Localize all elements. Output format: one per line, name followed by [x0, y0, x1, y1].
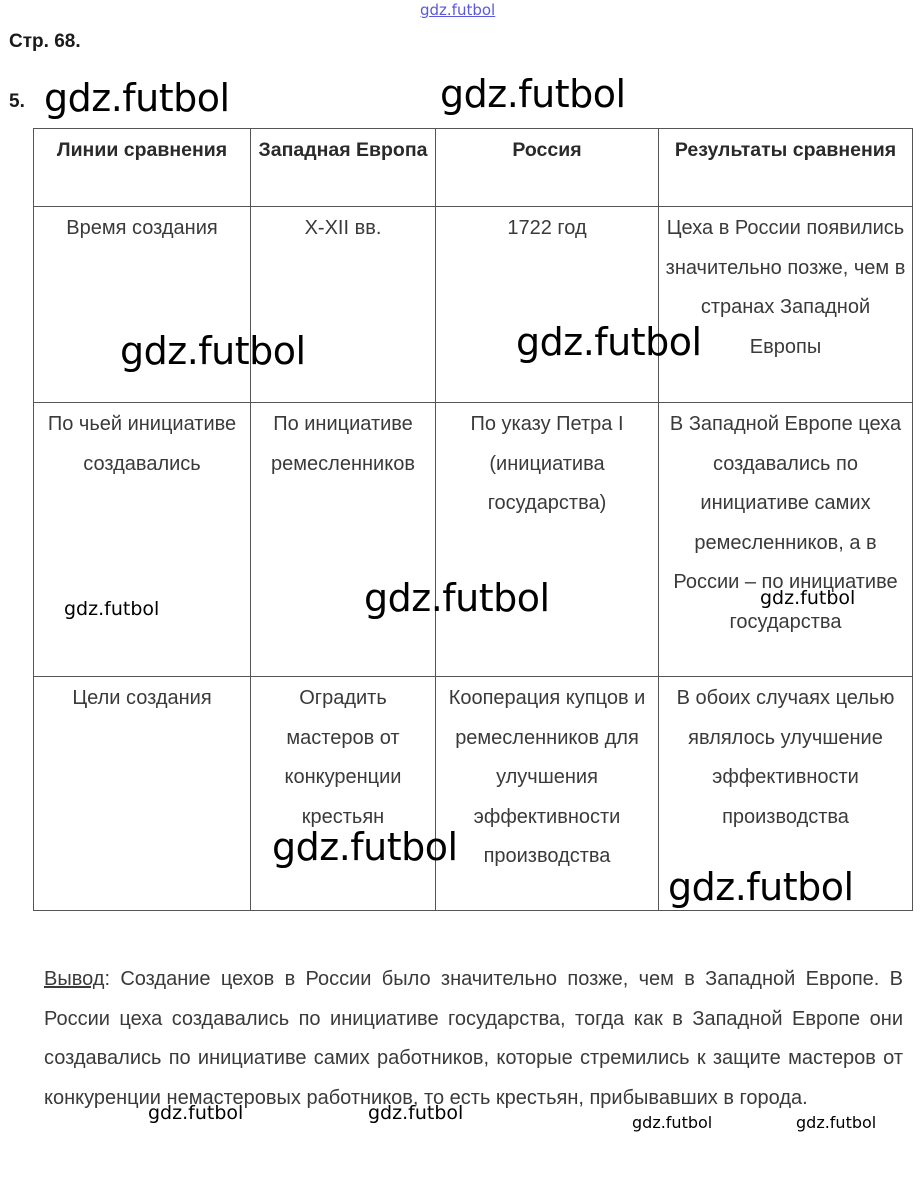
watermark: gdz.futbol	[632, 1113, 713, 1132]
table-cell: Кооперация купцов и ремесленников для улучшения эффективности производства	[436, 677, 659, 911]
watermark: gdz.futbol	[440, 72, 626, 116]
comparison-table	[33, 128, 913, 911]
header-results: Результаты сравнения	[659, 129, 913, 207]
table-row	[34, 677, 913, 911]
table-cell: По указу Петра I (инициатива государства)	[436, 403, 659, 677]
watermark: gdz.futbol	[796, 1113, 877, 1132]
table-cell: Цели создания	[34, 677, 251, 911]
header-russia: Россия	[436, 129, 659, 207]
page-reference: Стр. 68.	[9, 31, 81, 52]
watermark: gdz.futbol	[272, 825, 458, 869]
conclusion-label: Вывод	[44, 968, 105, 990]
conclusion-text: : Создание цехов в России было значительно позже, чем в Западной Европе. В России цеха создавались по инициативе государства, тогда как в Западной Европе они создавались по инициативе самих работников, которые стремились к защите мастеров от конкуренции немастеровых работников, то есть крестьян, прибывавших в города.	[44, 968, 903, 1109]
watermark: gdz.futbol	[368, 1102, 464, 1124]
table-header-row	[34, 129, 913, 207]
table-row	[34, 207, 913, 403]
table-cell: Время создания	[34, 207, 251, 403]
header-western-europe: Западная Европа	[251, 129, 436, 207]
watermark: gdz.futbol	[120, 329, 306, 373]
watermark: gdz.futbol	[364, 576, 550, 620]
table-cell: В обоих случаях целью являлось улучшение эффективности производства	[659, 677, 913, 911]
table-cell: По инициативе ремесленников	[251, 403, 436, 677]
watermark: gdz.futbol	[44, 76, 230, 120]
table-row	[34, 403, 913, 677]
table-cell: В Западной Европе цеха создавались по инициативе самих ремесленников, а в России – по инициативе государства	[659, 403, 913, 677]
watermark: gdz.futbol	[64, 598, 160, 620]
table-cell: 1722 год	[436, 207, 659, 403]
table-cell: По чьей инициативе создавались	[34, 403, 251, 677]
header-comparison-lines: Линии сравнения	[34, 129, 251, 207]
watermark: gdz.futbol	[760, 587, 856, 609]
watermark: gdz.futbol	[668, 865, 854, 909]
watermark: gdz.futbol	[516, 320, 702, 364]
conclusion-paragraph	[44, 960, 903, 1118]
watermark-link[interactable]: gdz.futbol	[420, 1, 496, 19]
watermark: gdz.futbol	[148, 1102, 244, 1124]
task-number: 5.	[9, 91, 25, 112]
table-cell: X-XII вв.	[251, 207, 436, 403]
table-cell: Цеха в России появились значительно позже, чем в странах Западной Европы	[659, 207, 913, 403]
table-cell: Оградить мастеров от конкуренции крестьян	[251, 677, 436, 911]
